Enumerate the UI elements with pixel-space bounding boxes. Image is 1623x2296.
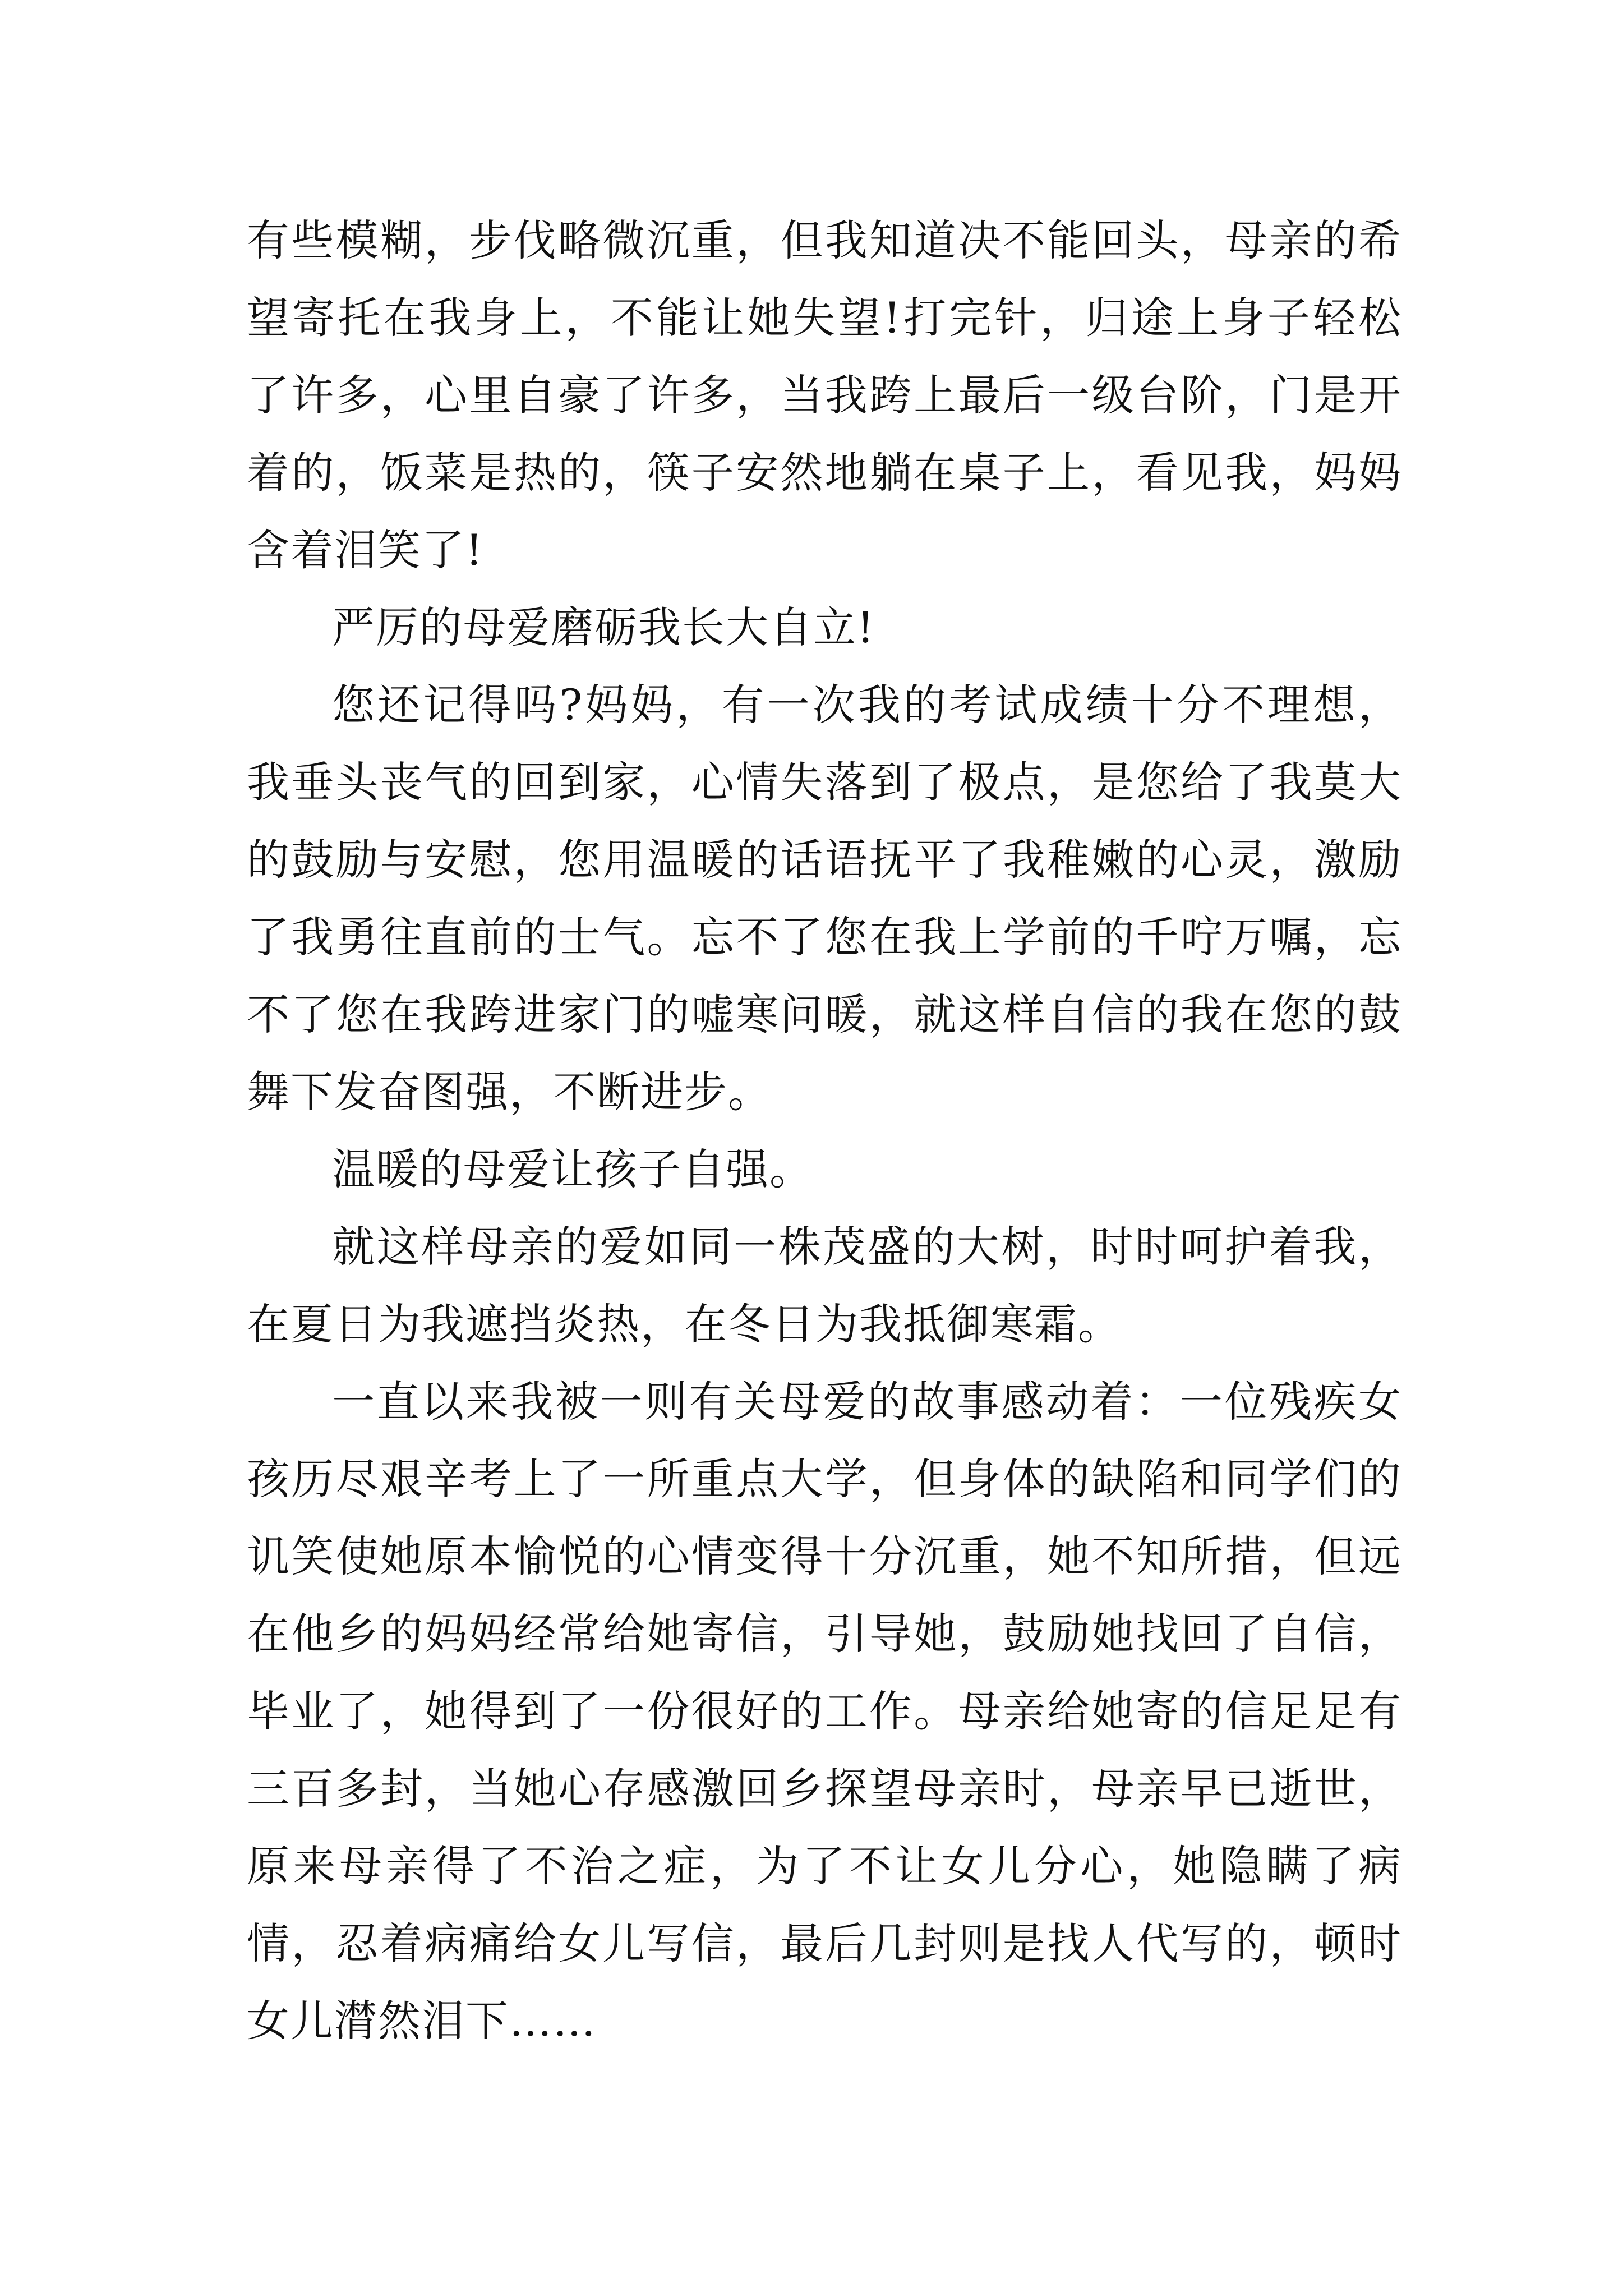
- paragraph-1: 有些模糊，步伐略微沉重，但我知道决不能回头，母亲的希望寄托在我身上，不能让她失望!打完针，归途上身子轻松了许多，心里自豪了许多，当我跨上最后一级台阶，门是开着的，饭菜是热的，筷子安然地躺在桌子上，看见我，妈妈含着泪笑了!: [247, 215, 1402, 575]
- paragraph-2: 严厉的母爱磨砺我长大自立!: [332, 602, 875, 652]
- paragraph-6: 一直以来我被一则有关母爱的故事感动着：一位残疾女孩历尽艰辛考上了一所重点大学，但身体的缺陷和同学们的讥笑使她原本愉悦的心情变得十分沉重，她不知所措，但远在他乡的妈妈经常给她寄信，引导她，鼓励她找回了自信，毕业了，她得到了一份很好的工作。母亲给她寄的信足足有三百多封，当她心存感激回乡探望母亲时，母亲早已逝世，原来母亲得了不治之症，为了不让女儿分心，她隐瞒了病情，忍着病痛给女儿写信，最后几封则是找人代写的，顿时女儿潸然泪下……: [247, 1377, 1402, 2046]
- paragraph-5: 就这样母亲的爱如同一株茂盛的大树，时时呵护着我，在夏日为我遮挡炎热，在冬日为我抵御寒霜。: [247, 1222, 1402, 1349]
- body-text: [247, 202, 1402, 2060]
- paragraph-3: 您还记得吗?妈妈，有一次我的考试成绩十分不理想，我垂头丧气的回到家，心情失落到了极点，是您给了我莫大的鼓励与安慰，您用温暖的话语抚平了我稚嫩的心灵，激励了我勇往直前的士气。忘不了您在我上学前的千咛万嘱，忘不了您在我跨进家门的嘘寒问暖，就这样自信的我在您的鼓舞下发奋图强，不断进步。: [247, 680, 1402, 1117]
- paragraph-4: 温暖的母爱让孩子自强。: [332, 1144, 813, 1194]
